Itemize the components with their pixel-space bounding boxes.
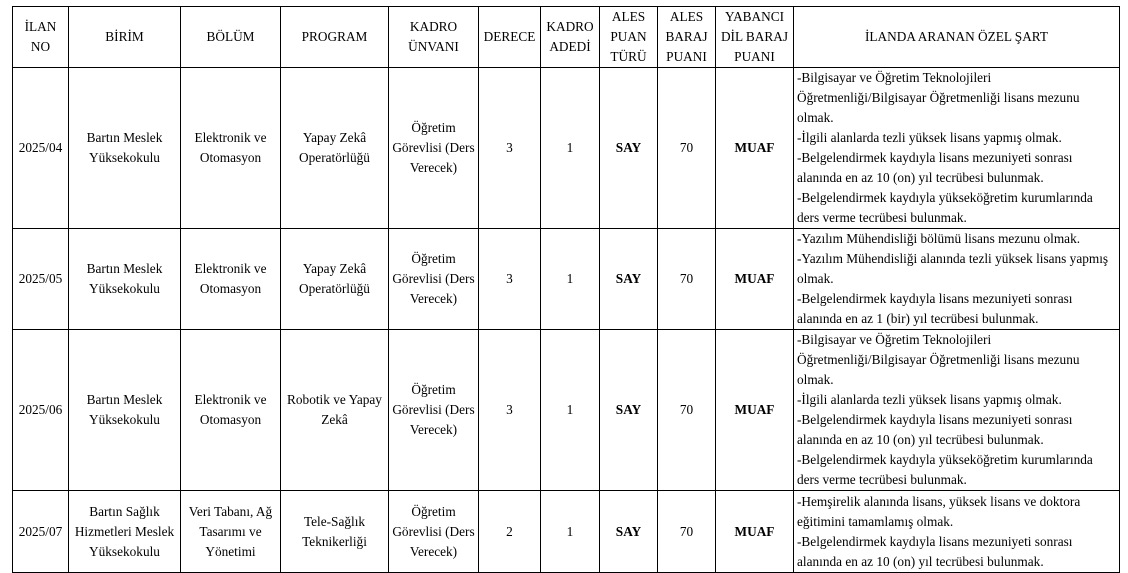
header-ales-puan-turu: ALES PUAN TÜRÜ xyxy=(600,7,658,68)
cell-yabanci-dil: MUAF xyxy=(716,491,794,573)
cell-ozel-sart xyxy=(794,68,1120,229)
cell-kadro-adedi: 1 xyxy=(541,68,600,229)
cell-ozel-sart xyxy=(794,330,1120,491)
header-row xyxy=(13,7,1120,68)
table-row xyxy=(13,68,1120,229)
table-row xyxy=(13,229,1120,330)
cell-kadro-adedi: 1 xyxy=(541,229,600,330)
cell-program: Tele-Sağlık Teknikerliği xyxy=(281,491,389,573)
cell-yabanci-dil: MUAF xyxy=(716,330,794,491)
condition-item: -İlgili alanlarda tezli yüksek lisans yapmış olmak. xyxy=(797,130,1062,145)
cell-ales-puan-turu: SAY xyxy=(600,229,658,330)
cell-bolum: Veri Tabanı, Ağ Tasarımı ve Yönetimi xyxy=(181,491,281,573)
condition-item: -Bilgisayar ve Öğretim Teknolojileri Öğretmenliği/Bilgisayar Öğretmenliği lisans mezunu olmak. xyxy=(797,332,1080,387)
cell-derece: 3 xyxy=(479,229,541,330)
cell-birim: Bartın Meslek Yüksekokulu xyxy=(69,68,181,229)
cell-derece: 3 xyxy=(479,330,541,491)
table-row xyxy=(13,330,1120,491)
header-ozel-sart: İLANDA ARANAN ÖZEL ŞART xyxy=(794,7,1120,68)
cell-birim: Bartın Meslek Yüksekokulu xyxy=(69,330,181,491)
condition-item: -Belgelendirmek kaydıyla lisans mezuniyeti sonrası alanında en az 10 (on) yıl tecrübesi bulunmak. xyxy=(797,533,1073,569)
cell-derece: 3 xyxy=(479,68,541,229)
cell-bolum: Elektronik ve Otomasyon xyxy=(181,68,281,229)
cell-birim: Bartın Sağlık Hizmetleri Meslek Yüksekokulu xyxy=(69,491,181,573)
cell-bolum: Elektronik ve Otomasyon xyxy=(181,330,281,491)
cell-program: Yapay Zekâ Operatörlüğü xyxy=(281,229,389,330)
cell-kadro-unvani: Öğretim Görevlisi (Ders Verecek) xyxy=(389,330,479,491)
cell-derece: 2 xyxy=(479,491,541,573)
condition-item: -Belgelendirmek kaydıyla lisans mezuniyeti sonrası alanında en az 10 (on) yıl tecrübesi bulunmak. xyxy=(797,150,1073,185)
header-kadro-unvani: KADRO ÜNVANI xyxy=(389,7,479,68)
condition-item: -Bilgisayar ve Öğretim Teknolojileri Öğretmenliği/Bilgisayar Öğretmenliği lisans mezunu olmak. xyxy=(797,70,1080,125)
cell-yabanci-dil: MUAF xyxy=(716,68,794,229)
cell-kadro-adedi: 1 xyxy=(541,330,600,491)
condition-item: -Belgelendirmek kaydıyla lisans mezuniyeti sonrası alanında en az 10 (on) yıl tecrübesi bulunmak. xyxy=(797,412,1073,447)
header-ales-baraj-puani: ALES BARAJ PUANI xyxy=(658,7,716,68)
header-birim: BİRİM xyxy=(69,7,181,68)
condition-item: -Yazılım Mühendisliği alanında tezli yüksek lisans yapmış olmak. xyxy=(797,251,1109,286)
header-yabanci-dil: YABANCI DİL BARAJ PUANI xyxy=(716,7,794,68)
cell-ales-baraj-puani: 70 xyxy=(658,229,716,330)
cell-kadro-unvani: Öğretim Görevlisi (Ders Verecek) xyxy=(389,229,479,330)
cell-yabanci-dil: MUAF xyxy=(716,229,794,330)
cell-ales-puan-turu: SAY xyxy=(600,330,658,491)
header-program: PROGRAM xyxy=(281,7,389,68)
header-kadro-adedi: KADRO ADEDİ xyxy=(541,7,600,68)
cell-ales-baraj-puani: 70 xyxy=(658,491,716,573)
cell-program: Yapay Zekâ Operatörlüğü xyxy=(281,68,389,229)
condition-item: -İlgili alanlarda tezli yüksek lisans yapmış olmak. xyxy=(797,392,1062,407)
cell-ales-baraj-puani: 70 xyxy=(658,330,716,491)
cell-ozel-sart xyxy=(794,229,1120,330)
cell-ilan-no: 2025/06 xyxy=(13,330,69,491)
condition-item: -Belgelendirmek kaydıyla yükseköğretim kurumlarında ders verme tecrübesi bulunmak. xyxy=(797,190,1093,225)
cell-ales-puan-turu: SAY xyxy=(600,491,658,573)
cell-ales-baraj-puani: 70 xyxy=(658,68,716,229)
condition-item: -Belgelendirmek kaydıyla lisans mezuniyeti sonrası alanında en az 1 (bir) yıl tecrübesi bulunmak. xyxy=(797,291,1073,326)
table-row xyxy=(13,491,1120,573)
header-bolum: BÖLÜM xyxy=(181,7,281,68)
header-ilan-no: İLAN NO xyxy=(13,7,69,68)
cell-kadro-adedi: 1 xyxy=(541,491,600,573)
cell-ilan-no: 2025/07 xyxy=(13,491,69,573)
cell-bolum: Elektronik ve Otomasyon xyxy=(181,229,281,330)
cell-ozel-sart xyxy=(794,491,1120,573)
condition-item: -Yazılım Mühendisliği bölümü lisans mezunu olmak. xyxy=(797,231,1081,246)
cell-program: Robotik ve Yapay Zekâ xyxy=(281,330,389,491)
cell-ales-puan-turu: SAY xyxy=(600,68,658,229)
condition-item: -Belgelendirmek kaydıyla yükseköğretim kurumlarında ders verme tecrübesi bulunmak. xyxy=(797,452,1093,487)
condition-item: -Hemşirelik alanında lisans, yüksek lisans ve doktora eğitimini tamamlamış olmak. xyxy=(797,493,1081,529)
header-derece: DERECE xyxy=(479,7,541,68)
cell-kadro-unvani: Öğretim Görevlisi (Ders Verecek) xyxy=(389,68,479,229)
cell-ilan-no: 2025/04 xyxy=(13,68,69,229)
job-posting-table xyxy=(12,6,1120,573)
cell-kadro-unvani: Öğretim Görevlisi (Ders Verecek) xyxy=(389,491,479,573)
cell-ilan-no: 2025/05 xyxy=(13,229,69,330)
cell-birim: Bartın Meslek Yüksekokulu xyxy=(69,229,181,330)
